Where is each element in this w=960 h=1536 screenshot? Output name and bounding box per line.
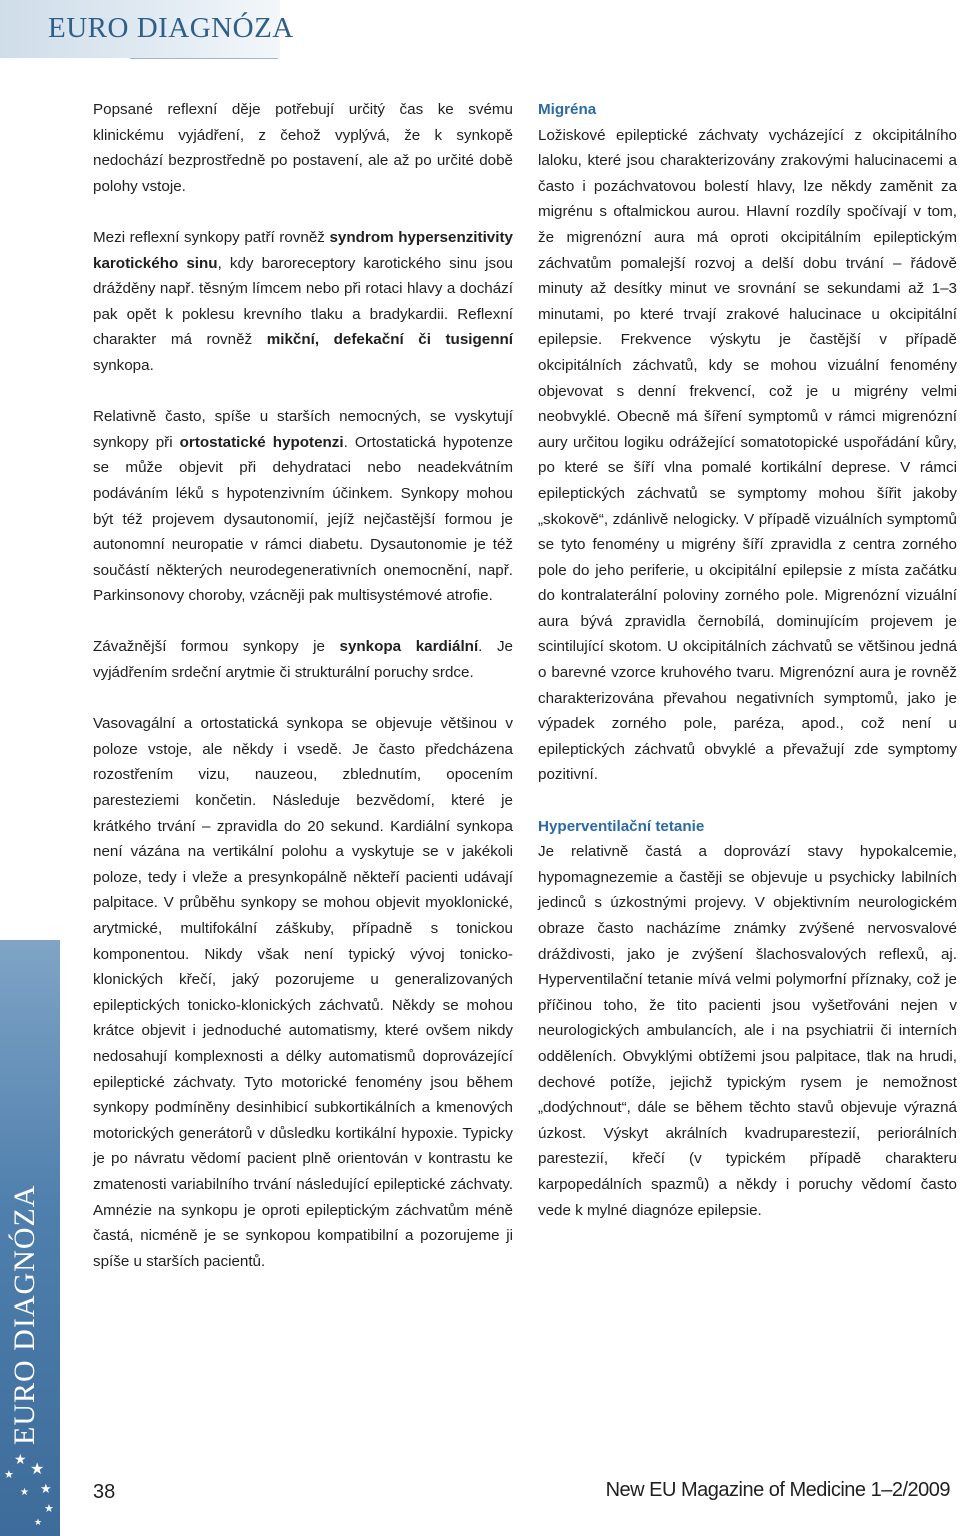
paragraph: Vasovagální a ortostatická synkopa se objevuje většinou v poloze vstoje, ale někdy i vsedě. Je často předcházena rozostřením vizu, nauzeou, zblednutím, opocením paresteziemi končetin. Následuje bezvědomí, které je krátkého trvání – zpravidla do 20 sekund. Kardiální synkopa není vázána na vertikální polohu a vyskytuje se v jakékoli poloze, tedy i vleže a presynkopálně někteří pacienti udávají palpitace. V průběhu synkopy se mohou objevit myoklonické, arytmické, multifokální záškuby, případně s tonickou komponentou. Nikdy však není typický vývoj tonicko-klonických křečí, jaký pozorujeme u generalizovaných epileptických tonicko-klonických záchvatů. Někdy se mohou krátce objevit i jednoduché automatismy, které ovšem nikdy nedosahují komplexnosti a délky automatismů doprovázející epileptické záchvaty. Tyto motorické fenomény jsou během synkopy podmíněny desinhibicí subkortikálních a kmenových motorických generátorů v důsledku kortikální hypoxie. Typicky je po návratu vědomí pacient plně orientován v kontrastu ke zmatenosti variabilního trvání následující epileptické záchvaty. Amnézie na synkopu je oproti epileptickým záchvatům méně častá, nicméně je se synkopou kompatibilní a pozorujeme ji spíše u starších pacientů.	[93, 715, 513, 1270]
text-run: Mezi reflexní synkopy patří rovněž	[93, 228, 330, 246]
bold-term: syndrom hypersenzitivity karotického sinu	[93, 228, 513, 272]
paragraph	[93, 404, 513, 609]
bold-term: ortostatické hypotenzi	[179, 433, 344, 451]
page-number: 38	[93, 1481, 116, 1503]
bold-term: mikční, defekační či tusigenní	[266, 331, 513, 349]
journal-name: New EU Magazine of Medicine 1–2/2009	[605, 1479, 950, 1501]
left-column	[93, 97, 513, 1300]
bold-term: synkopa kardiální	[339, 638, 479, 656]
header-divider	[130, 58, 278, 59]
page-title: EURO DIAGNÓZA	[48, 12, 294, 44]
text-run: Závažnější formou synkopy je	[93, 638, 340, 656]
section-heading: Hyperventilační tetanie	[538, 817, 705, 835]
text-run: , kdy baroreceptory karotického sinu jsou drážděny např. těsným límcem nebo při rotaci hlavy a dochází pak opět k poklesu krevního tlaku a bradykardii. Reflexní charakter má rovněž	[93, 254, 513, 349]
paragraph	[93, 225, 513, 379]
text-run: . Je vyjádřením srdeční arytmie či strukturální poruchy srdce.	[93, 638, 513, 682]
eu-stars-icon: ★ ★ ★ ★ ★ ★ ★	[4, 1451, 54, 1527]
paragraph: Je relativně častá a doprovází stavy hypokalcemie, hypomagnezemie a častěji se objevuje u psychicky labilních jedinců s úzkostnými projevy. V objektivním neurologickém obraze často nacházíme známky zvýšené nervosvalové dráždivosti, jako je zvýšení šlachosvalových reflexů, aj. Hyperventilační tetanie mívá velmi polymorfní příznaky, což je příčinou toho, že tito pacienti jsou vyšetřováni nejen v neurologických ambulancích, ale i na psychiatrii či interních odděleních. Obvyklými obtížemi jsou palpitace, tlak na hrudi, dechové potíže, jejichž typickým rysem je nemožnost „dodýchnout“, dále se během těchto stavů objevuje výrazná úzkost. Výskyt akrálních kvadruparestezií, periorálních parestezií, křečí (v typickém případě charakteru karpopedálních spazmů) a někdy i poruchy vědomí často vede k mylné diagnóze epilepsie.	[538, 843, 957, 1219]
paragraph: Popsané reflexní děje potřebují určitý čas ke svému klinickému vyjádření, z čehož vyplývá, že k synkopě nedochází bezprostředně po postavení, ale až po určité době polohy vstoje.	[93, 101, 513, 195]
paragraph: Ložiskové epileptické záchvaty vycházející z okcipitálního laloku, které jsou charakterizovány zrakovými halucinacemi a často i pozáchvatovou bolestí hlavy, lze někdy zaměnit za migrénu s oftalmickou aurou. Hlavní rozdíly spočívají v tom, že migrenózní aura má oproti okcipitálním epileptickým záchvatům pomalejší rozvoj a delší dobu trvání – řádově minuty až desítky minut ve srovnání se sekundami až 1–3 minutami, po které trvají zrakové halucinace u okcipitální epilepsie. Frekvence výskytu je častější v případě okcipitálních záchvatů, kdy se mohou vizuální fenomény objevovat s denní frekvencí, což je u migrény velmi neobvyklé. Obecně má šíření symptomů v rámci migrenózní aury určitou logiku odrážející somatotopické uspořádání kůry, po které se šíří vlna pomalé kortikální deprese. V rámci epileptických záchvatů se symptomy mohou šířit jakoby „skokově“, zdánlivě nelogicky. V případě vizuálních symptomů se tyto fenomény u migrény šíří zpravidla z centra zorného pole do jeho periferie, u okcipitální epilepsie z místa začátku do kontralaterální poloviny zorného pole. Migrenózní vizuální aura bývá zpravidla černobílá, dominujícím projevem je scintilující skotom. U okcipitálních záchvatů se většinou jedná o barevné vzorce kruhového tvaru. Migrenózní aura je rovněž charakterizována převahou negativních symptomů, jako je výpadek zorného pole, paréza, apod., což není u epileptických záchvatů obvyklé a převažují zde symptomy pozitivní.	[538, 126, 957, 784]
text-run: . Ortostatická hypotenze se může objevit při dehydrataci nebo neadekvátním podáváním léků s hypotenzivním účinkem. Synkopy mohou být též projevem dysautonomií, jejíž nejčastější formou je autonomní neuropatie v rámci diabetu. Dysautonomie je též součástí některých neurodegenerativních onemocnění, např. Parkinsonovy choroby, vzácněji pak multisystémové atrofie.	[93, 433, 513, 605]
right-column	[538, 97, 957, 1223]
paragraph	[93, 634, 513, 685]
text-run: synkopa.	[93, 356, 154, 374]
section-heading: Migréna	[538, 101, 597, 118]
side-title: EURO DIAGNÓZA	[8, 1184, 41, 1445]
text-run: Relativně často, spíše u starších nemocných, se vyskytují synkopy při	[93, 408, 513, 451]
